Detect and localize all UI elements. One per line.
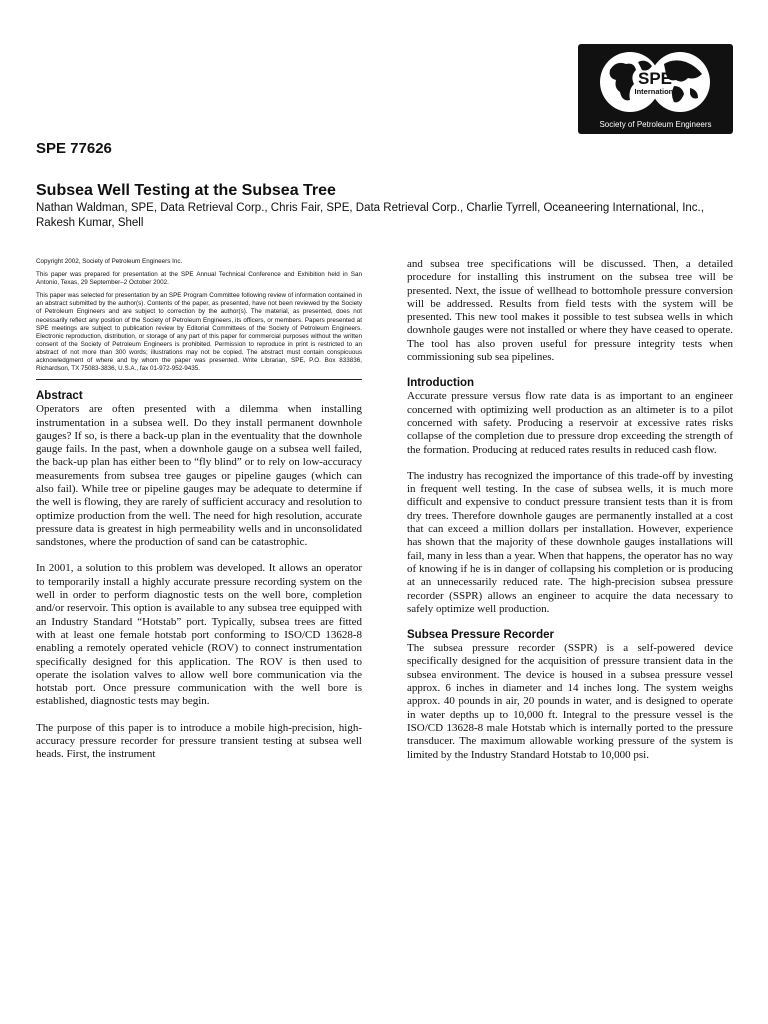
globe-icon — [578, 44, 733, 119]
introduction-section — [407, 377, 733, 616]
section-heading: Abstract — [36, 390, 83, 403]
author-list: Nathan Waldman, SPE, Data Retrieval Corp., Chris Fair, SPE, Data Retrieval Corp., Charlie Tyrrell, Oceaneering International, Inc., Rakesh Kumar, Shell — [36, 202, 704, 229]
body-paragraph: Operators are often presented with a dilemma when installing instrumentation in a subsea well. Do they install permanent downhole gauges? If so, is there a back-up plan in the eventuality that the downhole gauge fails. In the past, when a downhole gauge on a subsea well failed, the back-up plan has either been to “fly blind” or to rely on low-accuracy measurements from subsea tree gauges or pipeline gauges (which can also fail). While tree or pipeline gauges may be adequate to determine if the well is flowing, they are rarely of sufficient accuracy and resolution to optimize production from the well. The need for high resolution, accurate pressure data is greatest in high permeability wells and in unconsolidated sandstones, where the production of sand can be catastrophic. — [36, 403, 362, 549]
logo-acronym: SPE — [637, 69, 673, 88]
logo-caption: Society of Petroleum Engineers — [599, 120, 712, 129]
body-paragraph: The industry has recognized the importance of this trade-off by investing in frequent well testing. In the case of subsea wells, it is much more difficult and expensive to conduct pressure transient tests than it is from dry trees. Therefore downhole gauges are permanently installed at a cost that can exceed a million dollars per installation. However, experience has shown that the majority of these downhole gauges installations will fail, many in less than a year. When that happens, the operator has no way of knowing if he is in danger of collapsing his completion or is producing at an unnecessarily reduced rate. The high-precision subsea pressure recorder (SSPR) allows an engineer to acquire the data necessary to safely optimize well production. — [407, 469, 733, 615]
body-paragraph: The subsea pressure recorder (SSPR) is a self-powered device specifically designed for the acquisition of pressure transient data in the subsea environment. The device is housed in a subsea pressure vessel approx. 6 inches in diameter and 14 inches long. The system weighs approx. 40 pounds in air, 20 pounds in water, and is designed to operate in water depths up to 10,000 ft. Integral to the pressure vessel is the ISO/CD 13628-8 male Hotstab which is internally ported to the pressure transducer. The maximum allowable working pressure of the system is limited by the Industry Standard Hotstab to 10,000 psi. — [407, 642, 733, 761]
logo-word: International — [634, 87, 680, 96]
presentation-note: This paper was prepared for presentation at the SPE Annual Technical Conference and Exhibition held in San Antonio, Texas, 29 September–2 October 2002. — [36, 271, 362, 287]
section-heading: Introduction — [407, 377, 475, 390]
body-paragraph: The purpose of this paper is to introduce a mobile high-precision, high-accuracy pressure recorder for pressure transient testing at subsea well heads. First, the instrument — [36, 721, 362, 761]
sspr-section — [407, 629, 733, 762]
spe-logo — [578, 44, 733, 134]
body-paragraph: In 2001, a solution to this problem was developed. It allows an operator to temporarily install a highly accurate pressure recording system on the well in order to perform diagnostic tests on the well bore, completion and/or reservoir. This option is available to any subsea tree equipped with an Industry Standard “Hotstab” port. Typically, subsea trees are fitted with at least one female hotstab port conforming to ISO/CD 13628-8 enabling a remotely operated vehicle (ROV) to connect instrumentation specifically designed for this application. The ROV is then used to operate the isolation valves to allow well bore communication via the hotstab port. Once pressure communication with the well bore is established, diagnostic tests may begin. — [36, 562, 362, 708]
paper-title: Subsea Well Testing at the Subsea Tree — [36, 182, 336, 199]
paper-number: SPE 77626 — [36, 140, 112, 157]
copyright-notice — [36, 258, 362, 373]
body-paragraph: and subsea tree specifications will be discussed. Then, a detailed procedure for installing this instrument on the subsea tree will be presented. Next, the issue of wellhead to bottomhole pressure conversion will be addressed. Results from field tests with the system will be presented. This new tool makes it possible to test subsea wells in which downhole gauges were not installed or where they have ceased to operate. The tool has also proven useful for pressure integrity tests when commissioning sub sea pipelines. — [407, 258, 733, 364]
section-heading: Subsea Pressure Recorder — [407, 629, 555, 642]
abstract-section — [36, 390, 362, 761]
copyright-line: Copyright 2002, Society of Petroleum Engineers Inc. — [36, 258, 183, 265]
divider — [36, 379, 362, 380]
left-column — [36, 258, 362, 775]
right-column — [407, 258, 733, 775]
body-paragraph: Accurate pressure versus flow rate data is as important to an engineer concerned with optimizing well production as an altimeter is to a pilot concerned with safety. Producing a reservoir at excessive rates risks collapse of the completion due to pressure drop exceeding the strength of the formation. Producing at reduced rates results in reduced cash flow. — [407, 390, 733, 456]
review-disclaimer: This paper was selected for presentation by an SPE Program Committee following review of information contained in an abstract submitted by the author(s). Contents of the paper, as presented, have not been reviewed by the Society of Petroleum Engineers and are subject to correction by the author(s). The material, as presented, does not necessarily reflect any position of the Society of Petroleum Engineers, its officers, or members. Papers presented at SPE meetings are subject to publication review by Editorial Committees of the Society of Petroleum Engineers. Electronic reproduction, distribution, or storage of any part of this paper for commercial purposes without the written consent of the Society of Petroleum Engineers is prohibited. Permission to reproduce in print is restricted to an abstract of not more than 300 words; illustrations may not be copied. The abstract must contain conspicuous acknowledgment of where and by whom the paper was presented. Write Librarian, SPE, P.O. Box 833836, Richardson, TX 75083-3836, U.S.A., fax 01-972-952-9435. — [36, 292, 362, 373]
